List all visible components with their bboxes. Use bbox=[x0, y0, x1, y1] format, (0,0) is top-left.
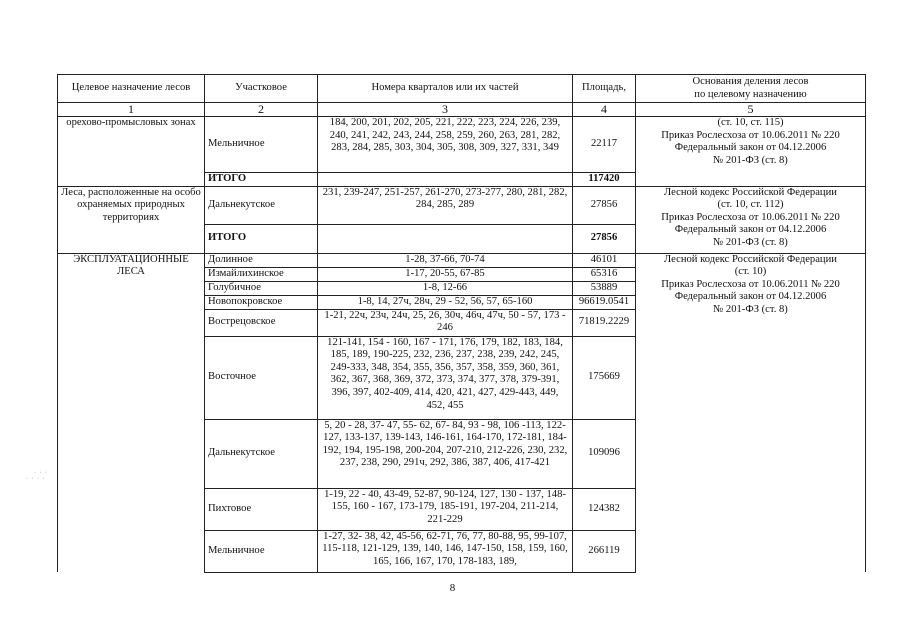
table-row bbox=[58, 117, 866, 173]
section3-area: 53889 bbox=[573, 281, 636, 295]
scan-artifact: · · · bbox=[34, 470, 48, 476]
section3-area: 124382 bbox=[573, 488, 636, 530]
section3-district: Восточное bbox=[205, 336, 318, 419]
section3-area: 109096 bbox=[573, 419, 636, 488]
section3-district: Долинное bbox=[205, 253, 318, 267]
section1-basis bbox=[636, 117, 866, 187]
header-basis-line2: по целевому назначению bbox=[694, 88, 807, 100]
section1-basis-line2: Приказ Рослесхоза от 10.06.2011 № 220 bbox=[661, 129, 840, 141]
section2-total-label: ИТОГО bbox=[205, 224, 318, 253]
section1-basis-line3: Федеральный закон от 04.12.2006 bbox=[674, 142, 827, 154]
header-basis bbox=[636, 75, 866, 103]
section2-total-value: 27856 bbox=[573, 224, 636, 253]
page-number: 8 bbox=[449, 582, 456, 594]
section1-district: Мельничное bbox=[205, 117, 318, 173]
section3-district: Голубичное bbox=[205, 281, 318, 295]
table-row bbox=[58, 253, 866, 267]
forest-purpose-table bbox=[57, 74, 866, 573]
header-area: Площадь, bbox=[573, 75, 636, 103]
section2-basis bbox=[636, 186, 866, 253]
section3-basis-line5: № 201-ФЗ (ст. 8) bbox=[713, 303, 788, 315]
section3-basis-line4: Федеральный закон от 04.12.2006 bbox=[674, 291, 827, 303]
section3-district: Мельничное bbox=[205, 530, 318, 572]
section3-basis-line2: (ст. 10) bbox=[734, 266, 767, 278]
section3-district: Вострецовское bbox=[205, 309, 318, 336]
section2-basis-line1: Лесной кодекс Российской Федерации bbox=[664, 186, 837, 198]
section3-quarters: 1-17, 20-55, 67-85 bbox=[318, 267, 573, 281]
column-number: 3 bbox=[318, 103, 573, 117]
header-purpose: Целевое назначение лесов bbox=[58, 75, 205, 103]
section3-quarters: 1-19, 22 - 40, 43-49, 52-87, 90-124, 127, 130 - 137, 148-155, 160 - 167, 173-179, 185-191, 197-204, 211-214, 221-229 bbox=[318, 488, 573, 530]
section1-total-empty bbox=[318, 173, 573, 187]
section3-area: 266119 bbox=[573, 530, 636, 572]
section2-area: 27856 bbox=[573, 186, 636, 224]
section3-district: Новопокровское bbox=[205, 295, 318, 309]
scan-artifact: · · · · bbox=[26, 476, 46, 482]
section3-basis-line1: Лесной кодекс Российской Федерации bbox=[664, 253, 837, 265]
section1-total-label: ИТОГО bbox=[205, 173, 318, 187]
section3-district: Дальнекутское bbox=[205, 419, 318, 488]
section1-total-value: 117420 bbox=[573, 173, 636, 187]
section2-total-empty bbox=[318, 224, 573, 253]
section1-area: 22117 bbox=[573, 117, 636, 173]
column-number-row bbox=[58, 103, 866, 117]
section3-area: 65316 bbox=[573, 267, 636, 281]
section1-basis-line4: № 201-ФЗ (ст. 8) bbox=[713, 154, 788, 166]
section2-district: Дальнекутское bbox=[205, 186, 318, 224]
section1-category: орехово-промысловых зонах bbox=[58, 117, 205, 187]
table-row bbox=[58, 186, 866, 224]
section2-basis-line4: Федеральный закон от 04.12.2006 bbox=[674, 224, 827, 236]
section3-quarters: 121-141, 154 - 160, 167 - 171, 176, 179, 182, 183, 184, 185, 189, 190-225, 232, 236, 237, 238, 239, 242, 245, 249-333, 348, 354, 355, 356, 357, 358, 359, 360, 361, 362, 367, 368, 369, 372, 373, 374, 377, 378, 379-391, 396, 397, 402-409, 414, 420, 421, 427, 429-443, 449, 452, 455 bbox=[318, 336, 573, 419]
section2-basis-line2: (ст. 10, ст. 112) bbox=[717, 199, 784, 211]
table-header-row bbox=[58, 75, 866, 103]
section3-quarters: 5, 20 - 28, 37- 47, 55- 62, 67- 84, 93 - 98, 106 -113, 122-127, 133-137, 139-143, 146-161, 164-170, 172-181, 184-192, 194, 195-198, 200-204, 207-210, 212-226, 230, 232, 237, 238, 290, 291ч, 292, 386, 387, 406, 417-421 bbox=[318, 419, 573, 488]
section2-category: Леса, расположенные на особо охраняемых природных территориях bbox=[58, 186, 205, 253]
section3-basis-line3: Приказ Рослесхоза от 10.06.2011 № 220 bbox=[661, 278, 840, 290]
header-district: Участковое bbox=[205, 75, 318, 103]
section3-area: 175669 bbox=[573, 336, 636, 419]
section1-basis-line1: (ст. 10, ст. 115) bbox=[717, 117, 784, 128]
header-quarters: Номера кварталов или их частей bbox=[318, 75, 573, 103]
section1-quarters: 184, 200, 201, 202, 205, 221, 222, 223, 224, 226, 239, 240, 241, 242, 243, 244, 258, 259, 260, 263, 281, 282, 283, 284, 285, 303, 304, 305, 308, 309, 327, 331, 349 bbox=[318, 117, 573, 173]
section2-basis-line5: № 201-ФЗ (ст. 8) bbox=[713, 236, 788, 248]
section2-basis-line3: Приказ Рослесхоза от 10.06.2011 № 220 bbox=[661, 211, 840, 223]
section3-area: 46101 bbox=[573, 253, 636, 267]
section3-quarters: 1-8, 14, 27ч, 28ч, 29 - 52, 56, 57, 65-160 bbox=[318, 295, 573, 309]
section3-quarters: 1-8, 12-66 bbox=[318, 281, 573, 295]
section3-district: Пихтовое bbox=[205, 488, 318, 530]
column-number: 5 bbox=[636, 103, 866, 117]
header-basis-line1: Основания деления лесов bbox=[692, 75, 809, 87]
section2-quarters: 231, 239-247, 251-257, 261-270, 273-277, 280, 281, 282, 284, 285, 289 bbox=[318, 186, 573, 224]
section3-district: Измайлихинское bbox=[205, 267, 318, 281]
section3-area: 71819.2229 bbox=[573, 309, 636, 336]
section3-quarters: 1-21, 22ч, 23ч, 24ч, 25, 26, 30ч, 46ч, 47ч, 50 - 57, 173 - 246 bbox=[318, 309, 573, 336]
section3-area: 96619.0541 bbox=[573, 295, 636, 309]
section3-category: ЭКСПЛУАТАЦИОННЫЕ ЛЕСА bbox=[58, 253, 205, 572]
section3-quarters: 1-28, 37-66, 70-74 bbox=[318, 253, 573, 267]
section3-basis bbox=[636, 253, 866, 572]
column-number: 1 bbox=[58, 103, 205, 117]
section3-quarters: 1-27, 32- 38, 42, 45-56, 62-71, 76, 77, 80-88, 95, 99-107, 115-118, 121-129, 139, 140, 146, 147-150, 158, 159, 160, 165, 166, 167, 170, 178-183, 189, bbox=[318, 530, 573, 572]
column-number: 2 bbox=[205, 103, 318, 117]
column-number: 4 bbox=[573, 103, 636, 117]
